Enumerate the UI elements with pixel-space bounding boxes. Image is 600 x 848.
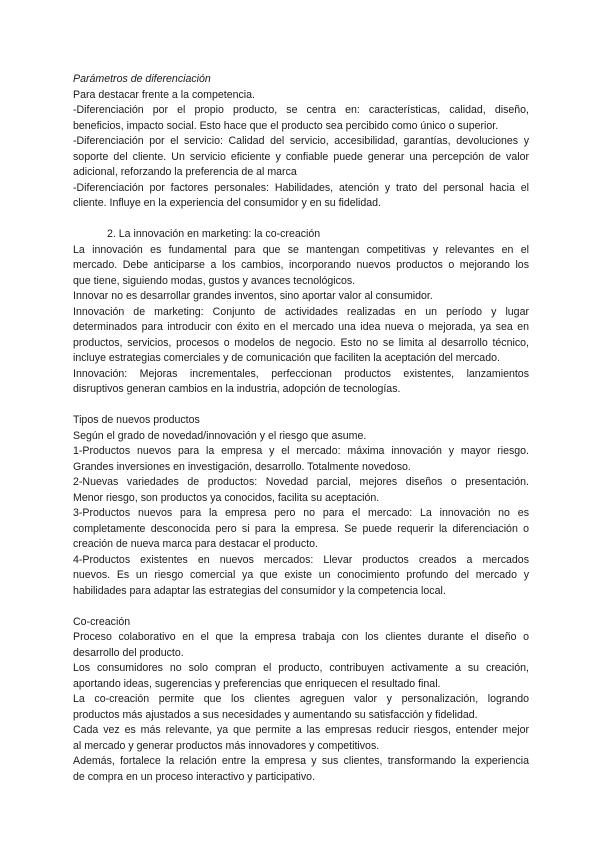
text-line: 2-Nuevas variedades de productos: Novedad parcial, mejores diseños o presentación. [73, 476, 529, 488]
text-line: 1-Productos nuevos para la empresa y el mercado: máxima innovación y mayor riesgo. [73, 445, 529, 457]
text-line: Innovación de marketing: Conjunto de actividades realizadas en un período y lugar [73, 305, 529, 318]
text-line: habilidades para adaptar las estrategias del consumidor y la competencia local. [73, 584, 446, 597]
text-line: completamente desconocida pero si para la empresa. Se puede requerir la diferenciación o [73, 522, 529, 535]
text-line: Innovar no es desarrollar grandes inventos, sino aportar valor al consumidor. [73, 290, 433, 302]
text-line: La innovación es fundamental para que se mantengan competitivas y relevantes en el [73, 243, 529, 256]
text-line: adicional, reforzando la preferencia de al marca [73, 166, 297, 178]
paragraph-gap [73, 599, 529, 615]
section-heading-co-creacion: Co-creación [73, 615, 131, 628]
text-line: Los consumidores no solo compran el producto, contribuyen activamente a su creación, [73, 662, 529, 674]
paragraph-gap [73, 398, 529, 414]
text-line: aportando ideas, sugerencias y preferencias que enriquecen el resultado final. [73, 677, 441, 690]
text-line: Según el grado de novedad/innovación y el riesgo que asume. [73, 429, 367, 442]
text-line: desarrollo del producto. [73, 646, 184, 659]
text-line: determinados para introducir con éxito en el mercado una idea nueva o mejorada, ya sea en [73, 321, 529, 333]
text-line: de compra en un proceso interactivo y participativo. [73, 770, 316, 783]
paragraph-gap [73, 212, 529, 228]
section-body-innovacion [73, 243, 529, 398]
text-line: La co-creación permite que los clientes agreguen valor y personalización, logrando [73, 693, 529, 705]
section-body-diferenciacion [73, 88, 529, 212]
text-line: mercado. Debe anticiparse a los cambios, incorporando nuevos productos o mejorando los [73, 259, 529, 271]
text-line: nuevos. Es un riesgo comercial ya que existe un conocimiento profundo del mercado y [73, 569, 529, 581]
text-line: -Diferenciación por el propio producto, se centra en: características, calidad, diseño, [73, 104, 529, 116]
text-line: beneficios, impacto social. Esto hace que el producto sea percibido como único o superior. [73, 119, 499, 132]
text-line: -Diferenciación por factores personales: Habilidades, atención y trato del personal hacia el [73, 181, 529, 194]
text-line: Para destacar frente a la competencia. [73, 88, 255, 101]
text-line: 4-Productos existentes en nuevos mercados: Llevar productos creados a mercados [73, 553, 529, 566]
text-line: cliente. Influye en la experiencia del consumidor y en su fidelidad. [73, 197, 381, 209]
section-body-co-creacion [73, 630, 529, 785]
text-line: Además, fortalece la relación entre la empresa y sus clientes, transformando la experiencia [73, 755, 529, 767]
section-heading-tipos-productos: Tipos de nuevos productos [73, 414, 200, 426]
text-line: incluye estrategias comerciales y de comunicación que faciliten la aceptación del mercado. [73, 352, 500, 364]
text-line: soporte del cliente. Un servicio eficiente y confiable puede generar una percepción de valor [73, 150, 529, 163]
text-line: 3-Productos nuevos para la empresa pero no para el mercado: La innovación no es [73, 507, 529, 519]
text-line: Menor riesgo, son productos ya conocidos, facilita su aceptación. [73, 491, 380, 504]
section-heading-diferenciacion: Parámetros de diferenciación [73, 73, 211, 85]
text-line: que tiene, siguiendo modas, gustos y avances tecnológicos. [73, 274, 356, 287]
text-line: Cada vez es más relevante, ya que permite a las empresas reducir riesgos, entender mejor [73, 724, 529, 736]
text-line: Proceso colaborativo en el que la empresa trabaja con los clientes durante el diseño o [73, 631, 529, 643]
text-line: Grandes inversiones en investigación, desarrollo. Totalmente novedoso. [73, 460, 411, 473]
text-line: disruptivos generan cambios en la industria, adopción de tecnologías. [73, 383, 401, 395]
text-line: al mercado y generar productos más innovadores y competitivos. [73, 739, 380, 752]
text-line: -Diferenciación por el servicio: Calidad del servicio, accesibilidad, garantías, devoluciones y [73, 135, 529, 147]
text-line: Innovación: Mejoras incrementales, perfeccionan productos existentes, lanzamientos [73, 367, 529, 380]
section-body-tipos-productos [73, 429, 529, 600]
section-heading-innovacion: 2. La innovación en marketing: la co-creación [107, 228, 321, 240]
text-line: productos más ajustados a sus necesidades y aumentando su satisfacción y fidelidad. [73, 708, 478, 721]
text-line: creación de nueva marca para destacar el producto. [73, 538, 318, 550]
document-body [73, 72, 529, 785]
text-line: productos, servicios, procesos o modelos de negocio. Esto no se limita al desarrollo técnico, [73, 336, 529, 349]
